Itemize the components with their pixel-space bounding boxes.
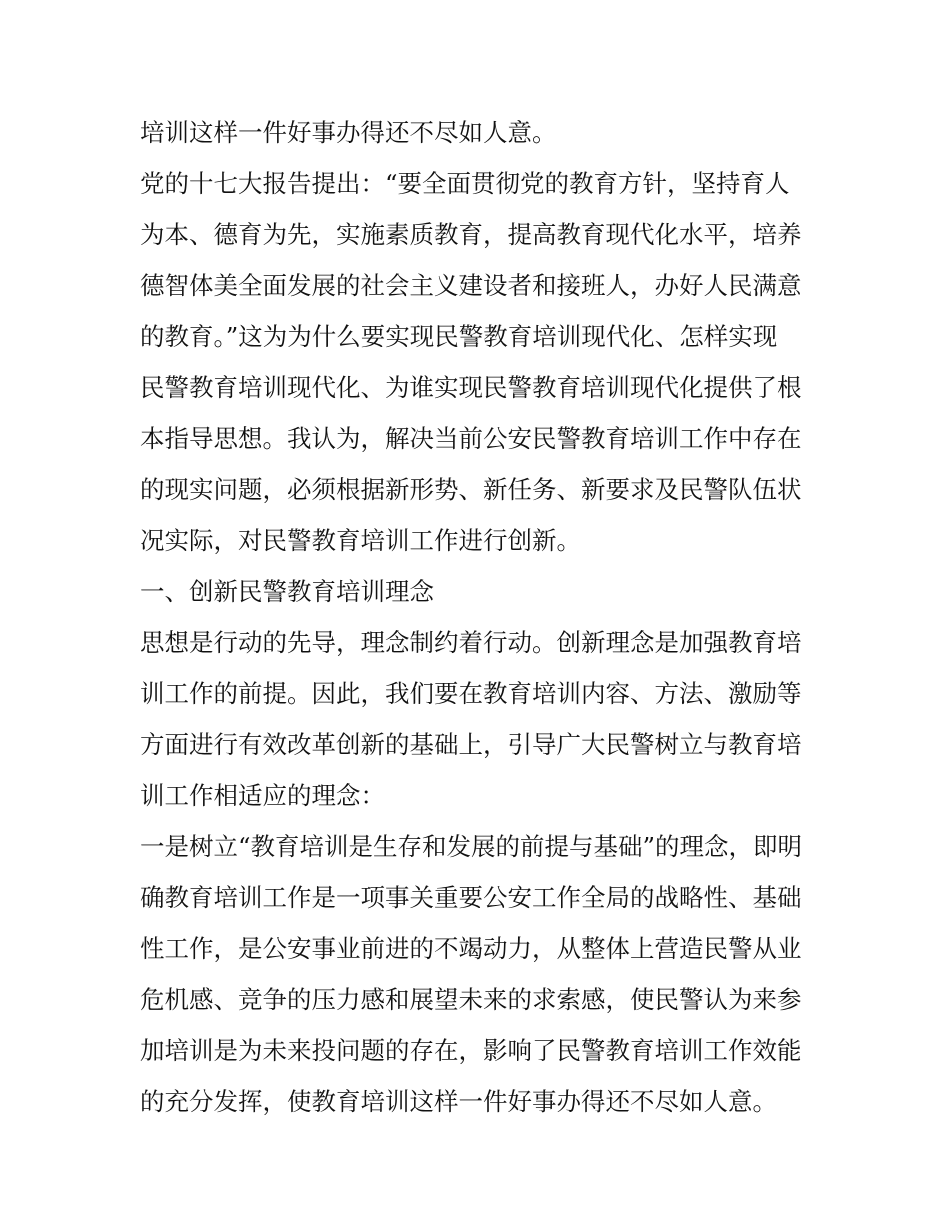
text-line: 民警教育培训现代化、为谁实现民警教育培训现代化提供了根 bbox=[140, 373, 802, 402]
text-line: 一是树立“教育培训是生存和发展的前提与基础”的理念，即明 bbox=[140, 832, 803, 861]
text-line: 危机感、竞争的压力感和展望未来的求索感，使民警认为来参 bbox=[140, 985, 802, 1014]
text-line: 训工作相适应的理念： bbox=[140, 781, 385, 810]
text-line: 的充分发挥，使教育培训这样一件好事办得还不尽如人意。 bbox=[140, 1087, 777, 1116]
text-line: 况实际，对民警教育培训工作进行创新。 bbox=[140, 526, 581, 555]
text-line: 培训这样一件好事办得还不尽如人意。 bbox=[140, 118, 557, 147]
text-line: 的教育。”这为为什么要实现民警教育培训现代化、怎样实现 bbox=[140, 322, 778, 351]
text-line: 方面进行有效改革创新的基础上，引导广大民警树立与教育培 bbox=[140, 730, 802, 759]
text-line: 本指导思想。我认为，解决当前公安民警教育培训工作中存在 bbox=[140, 424, 802, 453]
text-line: 思想是行动的先导，理念制约着行动。创新理念是加强教育培 bbox=[140, 628, 802, 657]
text-line: 为本、德育为先，实施素质教育，提高教育现代化水平，培养 bbox=[140, 220, 802, 249]
text-line: 性工作，是公安事业前进的不竭动力，从整体上营造民警从业 bbox=[140, 934, 802, 963]
section-heading: 一、创新民警教育培训理念 bbox=[140, 577, 434, 606]
document-body bbox=[140, 107, 816, 1127]
text-line: 的现实问题，必须根据新形势、新任务、新要求及民警队伍状 bbox=[140, 475, 802, 504]
text-line: 德智体美全面发展的社会主义建设者和接班人，办好人民满意 bbox=[140, 271, 802, 300]
text-line: 训工作的前提。因此，我们要在教育培训内容、方法、激励等 bbox=[140, 679, 802, 708]
text-line: 党的十七大报告提出：“要全面贯彻党的教育方针，坚持育人 bbox=[140, 169, 790, 198]
text-line: 确教育培训工作是一项事关重要公安工作全局的战略性、基础 bbox=[140, 883, 802, 912]
text-line: 加培训是为未来投问题的存在，影响了民警教育培训工作效能 bbox=[140, 1036, 802, 1065]
